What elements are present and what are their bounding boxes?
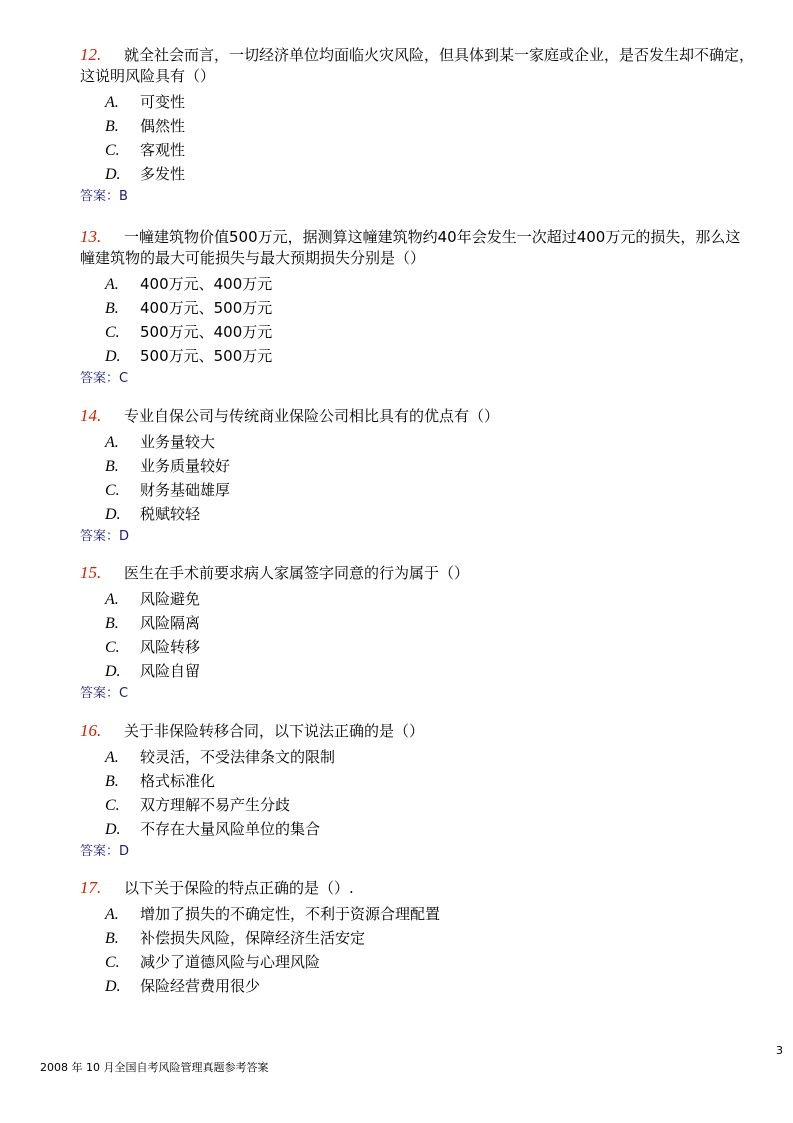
option-letter: A.: [105, 276, 119, 293]
option-letter: B.: [105, 930, 119, 947]
option-text: 财务基础雄厚: [140, 481, 231, 499]
option-text: 不存在大量风险单位的集合: [140, 820, 321, 838]
option-letter: D.: [105, 506, 121, 523]
option-c: [80, 793, 755, 817]
option-text: 风险避免: [140, 590, 201, 608]
option-text: 客观性: [140, 141, 186, 159]
option-b: [80, 769, 755, 793]
question-12: [80, 44, 755, 206]
question-text: 以下关于保险的特点正确的是（）.: [124, 879, 354, 897]
question-14: [80, 405, 755, 546]
option-a: [80, 90, 755, 114]
option-text: 格式标准化: [140, 772, 216, 790]
option-letter: B.: [105, 118, 119, 135]
option-text: 双方理解不易产生分歧: [140, 796, 291, 814]
answer-line: 答案：D: [80, 844, 130, 859]
option-a: [80, 587, 755, 611]
answer-line: 答案：D: [80, 529, 130, 544]
option-text: 400万元、400万元: [140, 275, 273, 293]
option-letter: B.: [105, 458, 119, 475]
option-b: [80, 114, 755, 138]
option-text: 增加了损失的不确定性，不利于资源合理配置: [140, 905, 441, 923]
question-number: 17.: [80, 878, 102, 897]
question-text: 专业自保公司与传统商业保险公司相比具有的优点有（）: [124, 407, 500, 425]
option-letter: C.: [105, 797, 120, 814]
question-13: [80, 226, 755, 388]
option-list: [80, 745, 755, 841]
option-letter: B.: [105, 773, 119, 790]
option-text: 补偿损失风险，保障经济生活安定: [140, 929, 366, 947]
option-letter: D.: [105, 663, 121, 680]
question-stem: [80, 226, 755, 269]
option-letter: A.: [105, 906, 119, 923]
option-letter: D.: [105, 821, 121, 838]
question-number: 15.: [80, 563, 102, 582]
option-text: 税赋较轻: [140, 505, 201, 523]
option-list: [80, 430, 755, 526]
option-b: [80, 926, 755, 950]
option-a: [80, 430, 755, 454]
question-number: 13.: [80, 227, 102, 246]
option-text: 偶然性: [140, 117, 186, 135]
option-text: 风险转移: [140, 638, 201, 656]
option-b: [80, 454, 755, 478]
option-letter: A.: [105, 749, 119, 766]
option-letter: D.: [105, 978, 121, 995]
question-15: [80, 562, 755, 703]
option-text: 500万元、400万元: [140, 323, 273, 341]
option-c: [80, 138, 755, 162]
option-text: 多发性: [140, 165, 186, 183]
option-letter: B.: [105, 615, 119, 632]
option-a: [80, 745, 755, 769]
question-stem: [80, 877, 755, 899]
option-d: [80, 659, 755, 683]
option-letter: C.: [105, 324, 120, 341]
answer-line: 答案：C: [80, 686, 129, 701]
option-list: [80, 90, 755, 186]
option-c: [80, 320, 755, 344]
answer-line: 答案：B: [80, 189, 128, 204]
option-text: 500万元、500万元: [140, 347, 273, 365]
question-text: 一幢建筑物价值500万元，据测算这幢建筑物约40年会发生一次超过400万元的损失，那么这幢建筑物的最大可能损失与最大预期损失分别是（）: [80, 228, 741, 267]
option-letter: D.: [105, 348, 121, 365]
option-letter: A.: [105, 434, 119, 451]
option-list: [80, 272, 755, 368]
option-letter: C.: [105, 482, 120, 499]
question-number: 12.: [80, 45, 102, 64]
option-text: 风险自留: [140, 662, 201, 680]
option-letter: A.: [105, 591, 119, 608]
question-text: 就全社会而言，一切经济单位均面临火灾风险，但具体到某一家庭或企业，是否发生却不确定，这说明风险具有（）: [80, 46, 755, 85]
option-a: [80, 272, 755, 296]
option-d: [80, 162, 755, 186]
question-stem: [80, 562, 755, 584]
option-d: [80, 502, 755, 526]
question-text: 医生在手术前要求病人家属签字同意的行为属于（）: [124, 564, 470, 582]
option-letter: C.: [105, 142, 120, 159]
option-text: 400万元、500万元: [140, 299, 273, 317]
option-text: 减少了道德风险与心理风险: [140, 953, 321, 971]
question-stem: [80, 720, 755, 742]
page-number: 3: [776, 1044, 783, 1057]
question-stem: [80, 405, 755, 427]
option-list: [80, 902, 755, 998]
question-number: 14.: [80, 406, 102, 425]
question-number: 16.: [80, 721, 102, 740]
footer-source-line: 2008 年 10 月全国自考风险管理真题参考答案: [40, 1061, 269, 1074]
option-text: 业务质量较好: [140, 457, 231, 475]
option-c: [80, 635, 755, 659]
option-text: 业务量较大: [140, 433, 216, 451]
option-letter: C.: [105, 639, 120, 656]
option-text: 可变性: [140, 93, 186, 111]
option-d: [80, 344, 755, 368]
option-letter: B.: [105, 300, 119, 317]
question-stem: [80, 44, 755, 87]
question-17: [80, 877, 755, 998]
option-text: 较灵活，不受法律条文的限制: [140, 748, 336, 766]
option-c: [80, 478, 755, 502]
answer-line: 答案：C: [80, 371, 129, 386]
option-a: [80, 902, 755, 926]
option-text: 保险经营费用很少: [140, 977, 261, 995]
option-list: [80, 587, 755, 683]
option-text: 风险隔离: [140, 614, 201, 632]
option-c: [80, 950, 755, 974]
option-b: [80, 611, 755, 635]
option-letter: D.: [105, 166, 121, 183]
option-letter: C.: [105, 954, 120, 971]
option-d: [80, 817, 755, 841]
option-b: [80, 296, 755, 320]
question-text: 关于非保险转移合同，以下说法正确的是（）: [124, 722, 425, 740]
option-d: [80, 974, 755, 998]
question-16: [80, 720, 755, 861]
option-letter: A.: [105, 94, 119, 111]
